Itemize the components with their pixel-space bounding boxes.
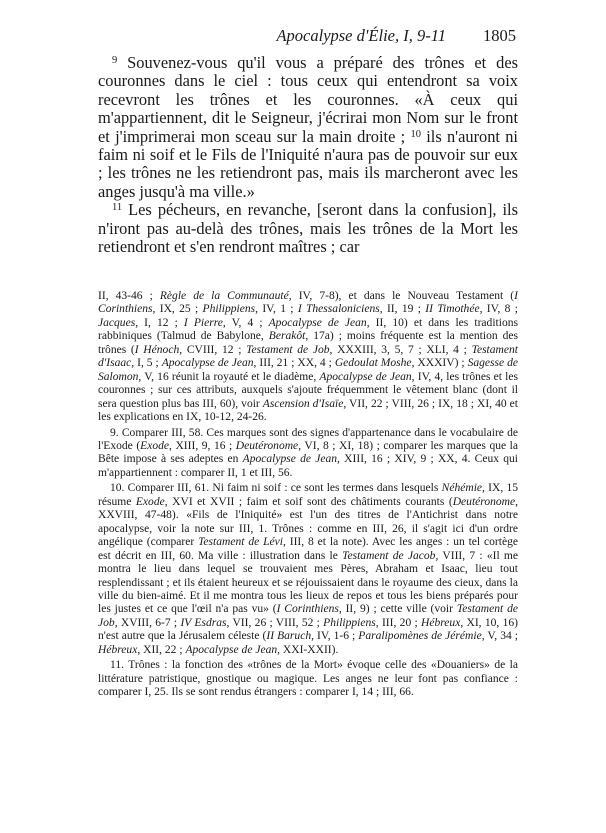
note-text: , IV, 7-8), et dans le Nouveau Testament (	[288, 290, 515, 302]
note-9	[98, 427, 518, 481]
note-citation: Apocalypse de Jean	[268, 316, 367, 329]
verse-text: Les pécheurs, en revanche, [seront dans la confusion], ils n'iront pas au-delà des trônes, mais les trônes de la Mort les retiendront et s'en rendront maîtres ; car	[98, 200, 518, 257]
verse-text: Souvenez-vous qu'il vous a préparé des trônes et des couronnes dans le ciel : tous ceux qui entendront sa voix recevront les trônes et les couronnes. «À ceux qui m'appartiennent, dit le Seigneur, j'écrirai mon Nom sur le front et j'imprimerai mon sceau sur la main droite ;	[98, 53, 518, 146]
note-citation: Jacques	[98, 316, 136, 329]
note-text: , V, 34 ;	[481, 630, 518, 643]
note-citation: IV Esdras	[180, 616, 227, 629]
note-text: , IX, 15 résume	[98, 482, 518, 508]
note-citation: Hébreux	[98, 643, 138, 656]
note-text: , XXI-XXII).	[277, 643, 339, 656]
note-text: , V, 16 réunit la royauté et le diadème,	[138, 370, 320, 383]
verse-number: 10	[410, 128, 421, 140]
note-text: , I, 5 ;	[131, 357, 162, 370]
note-text: 11. Trônes : la fonction des «trônes de la Mort» évoque celle des «Douaniers» de la littérature patristique, gnostique ou magique. Les anges ne leur font pas confiance : comparer I, 25. Ils se sont rendus étrangers : comparer I, 14 ; III, 66.	[98, 659, 518, 699]
note-text: , IV, 8 ;	[479, 303, 518, 316]
note-citation: Testament de Jacob	[342, 549, 436, 562]
page-number: 1805	[483, 26, 516, 45]
note-text: , III, 8 et la note). Avec les anges : un tel cortège est décrit en III, 60. Ma ville : illustration dans le	[98, 536, 518, 562]
note-citation: Philippiens	[323, 616, 376, 629]
note-citation: Testament de Job	[98, 603, 518, 629]
note-citation: I Pierre	[183, 316, 223, 329]
note-citation: Ascension d'Isaïe	[262, 397, 344, 410]
note-text: , II, 19 ;	[379, 303, 426, 316]
note-text: , VIII, 7 : «Il me montra le lieu dans lequel se trouvaient mes Pères, Abraham et Isaac, lieu tout resplendissant ; et ils étaient heureux et se réjouissaient dans le royaume des cieux, dans la ville du bien-aimé. Et il me montra tous les lieux de repos et tous les biens préparés pour les justes et ce que l'œil n'a pas vu» (	[98, 549, 518, 616]
note-text: , VII, 22 ; VIII, 26 ; IX, 18 ; XI, 40 et les explications en IX, 10-12, 24-26.	[98, 397, 518, 424]
note-citation: Deutéronome	[235, 439, 299, 452]
note-text: , IV, 1 ;	[255, 303, 298, 316]
note-text: , VI, 8 ; XI, 18) ; comparer les marques que la Bête impose à ses adeptes en	[98, 439, 518, 466]
note-text: , 17a) ; moins fréquente est la mention des trônes (	[98, 330, 518, 356]
note-text: , XVI et XVII ; faim et soif sont des châtiments courants (	[164, 495, 453, 508]
note-text: , II, 9) ; cette ville (voir	[338, 603, 457, 616]
note-citation: Testament de Lévi	[198, 536, 283, 549]
note-text: , I, 12 ;	[135, 316, 184, 329]
note-text: , IX, 25 ;	[152, 303, 203, 316]
note-text: , XII, 22 ;	[137, 643, 186, 656]
note-10	[98, 482, 518, 657]
note-citation: I Corinthiens	[98, 290, 519, 316]
note-text: , V, 4 ;	[222, 316, 269, 329]
note-citation: I Corinthiens	[276, 603, 339, 616]
note-text: II, 43-46 ;	[98, 290, 160, 302]
note-citation: Exode	[140, 439, 170, 452]
note-continuation	[98, 290, 518, 425]
note-citation: Néhémie	[441, 482, 483, 495]
note-citation: Règle de la Communauté	[159, 290, 289, 302]
note-citation: I Hénoch	[134, 343, 180, 356]
note-text: , XVIII, 6-7 ;	[114, 616, 181, 629]
note-text: , VII, 26 ; VIII, 52 ;	[226, 616, 324, 629]
note-citation: Testament d'Isaac	[98, 343, 518, 370]
note-text: , XXXIII, 3, 5, 7 ; XLI, 4 ;	[329, 343, 472, 356]
running-head	[100, 26, 516, 48]
note-citation: Sagesse de Salomon	[98, 357, 518, 383]
note-text: , IV, 4, les trônes et les couronnes ; sur ces attributs, auxquels s'ajoute fréquemment le vêtement blanc (dont il sera question plus bas III, 60), voir	[98, 370, 518, 410]
verse-number: 9	[112, 55, 118, 66]
note-citation: Apocalypse de Jean	[161, 357, 254, 370]
note-text: 10. Comparer III, 61. Ni faim ni soif : ce sont les termes dans lesquels	[110, 482, 442, 495]
running-title: Apocalypse d'Élie, I, 9-11	[276, 26, 446, 45]
note-citation: Hébreux	[421, 616, 461, 629]
verse-number: 11	[112, 202, 123, 214]
note-citation: Berakôt	[268, 330, 306, 343]
note-text: , IV, 1-6 ;	[311, 630, 359, 643]
note-citation: Gedoulat Moshe	[334, 357, 412, 370]
verse-11	[98, 201, 518, 256]
note-citation: Apocalypse de Jean	[319, 370, 412, 383]
note-text: , XI, 10, 16) n'est autre que la Jérusalem céleste (	[98, 616, 518, 643]
note-text: , XXVIII, 47-48). «Fils de l'Iniquité» est l'un des titres de l'Antichrist dans notre apocalypse, voir la note sur III, 1. Trônes : comme en III, 26, il s'agit ici d'un ordre angélique (comparer	[98, 495, 519, 549]
note-citation: Exode	[135, 495, 165, 508]
note-citation: I Thessaloniciens	[297, 303, 380, 316]
note-citation: Deutéronome	[452, 495, 516, 508]
note-citation: Apocalypse de Jean	[242, 453, 338, 466]
main-text	[98, 54, 518, 256]
note-text: , III, 20 ;	[375, 616, 421, 629]
note-text: 9. Comparer III, 58. Ces marques sont des signes d'appartenance dans le vocabulaire de l'Exode (	[98, 426, 518, 452]
note-citation: Apocalypse de Jean	[185, 643, 278, 656]
footnotes	[98, 290, 518, 702]
note-text: , XIII, 16 ; XIV, 9 ; XX, 4. Ceux qui m'appartiennent : comparer II, 1 et III, 56.	[98, 453, 518, 479]
note-text: , III, 21 ; XX, 4 ;	[253, 357, 335, 370]
note-citation: II Timothée	[425, 303, 480, 316]
note-citation: Philippiens	[202, 303, 256, 316]
note-text: , XXXIV) ;	[411, 357, 468, 370]
note-citation: II Baruch	[266, 630, 312, 643]
note-text: , II, 10) et dans les traditions rabbiniques (Talmud de Babylone,	[98, 316, 518, 343]
verse-9	[98, 54, 518, 201]
note-citation: Testament de Job	[246, 343, 330, 356]
note-text: , CVIII, 12 ;	[179, 343, 247, 356]
verse-text: ils n'auront ni faim ni soif et le Fils de l'Iniquité n'aura pas de pouvoir sur eux ; les trônes ne les retiendront pas, mais ils marcheront avec les anges jusqu'à ma ville.»	[98, 126, 518, 201]
note-text: , XIII, 9, 16 ;	[169, 439, 236, 452]
note-11	[98, 659, 518, 699]
note-citation: Paralipomènes de Jérémie	[358, 630, 482, 643]
